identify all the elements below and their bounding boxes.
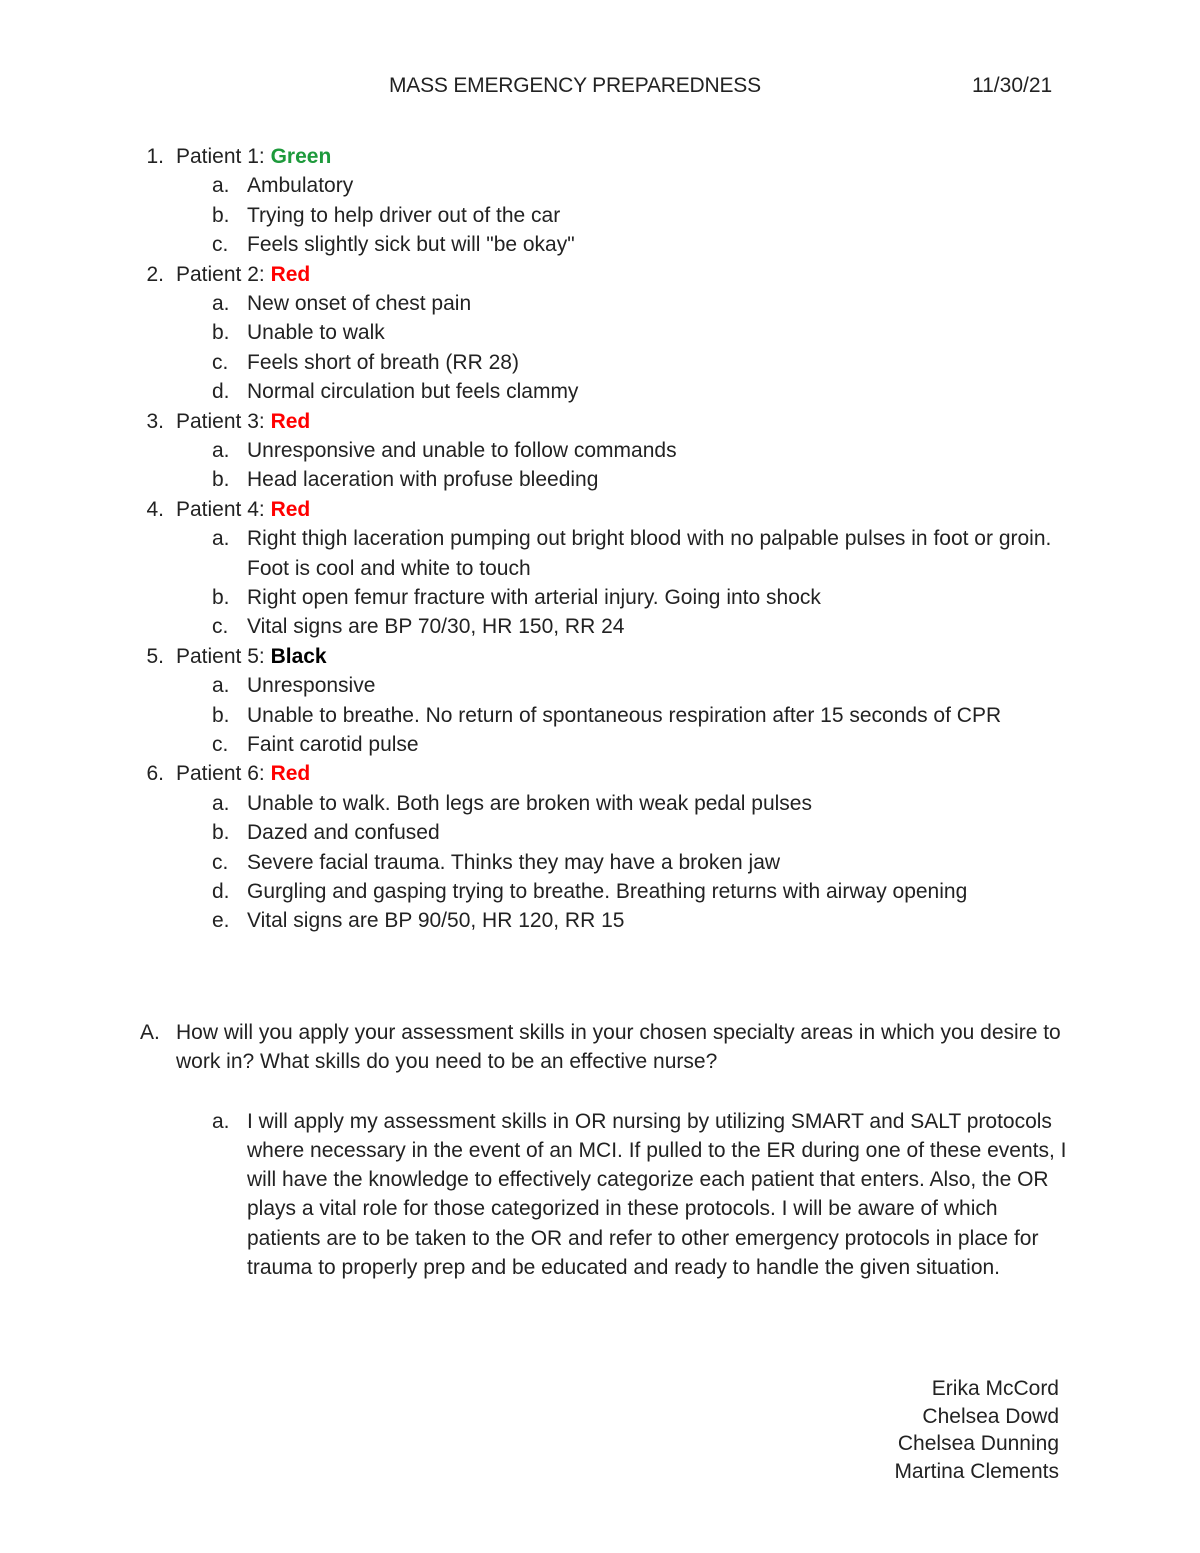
finding-item (140, 789, 1070, 818)
finding-marker: b. (212, 203, 230, 227)
finding-text: Vital signs are BP 90/50, HR 120, RR 15 (247, 909, 625, 933)
finding-item (140, 171, 1070, 200)
finding-marker: b. (212, 468, 230, 492)
finding-text: Unresponsive and unable to follow commands (247, 439, 677, 463)
finding-marker: a. (212, 527, 230, 551)
question-text: How will you apply your assessment skills in your chosen specialty areas in which you desire to work in? What skills do you need to be an effective nurse? (176, 1021, 1061, 1074)
finding-item (140, 671, 1070, 700)
finding-marker: c. (212, 733, 229, 757)
patient-label: Patient 5: (176, 644, 265, 668)
patient-item (140, 142, 1070, 260)
patient-number: 6. (146, 762, 164, 786)
finding-text: Faint carotid pulse (247, 733, 419, 757)
finding-text: New onset of chest pain (247, 292, 472, 315)
finding-item (140, 612, 1070, 641)
finding-item (140, 230, 1070, 259)
patient-number: 1. (146, 145, 164, 168)
finding-item (140, 377, 1070, 406)
finding-item (140, 289, 1070, 318)
finding-marker: a. (212, 174, 230, 198)
finding-marker: a. (212, 791, 230, 815)
finding-text: Dazed and confused (247, 821, 440, 845)
question-section (140, 1018, 1070, 1282)
patient-heading (140, 407, 1070, 436)
finding-item (140, 818, 1070, 847)
patient-heading-text (176, 642, 327, 671)
patient-label: Patient 3: (176, 409, 265, 433)
answer-marker: a. (212, 1109, 230, 1133)
finding-marker: c. (212, 233, 229, 257)
finding-item (140, 318, 1070, 347)
finding-item (140, 848, 1070, 877)
patient-heading (140, 260, 1070, 289)
finding-item (140, 877, 1070, 906)
triage-category: Black (270, 644, 327, 668)
finding-text: Right open femur fracture with arterial injury. Going into shock (247, 586, 821, 610)
patient-heading-text (176, 495, 310, 524)
patient-item (140, 495, 1070, 642)
finding-item (140, 201, 1070, 230)
question-marker: A. (140, 1021, 160, 1044)
patient-number: 3. (146, 409, 164, 433)
triage-category: Green (270, 145, 332, 168)
finding-marker: a. (212, 439, 230, 463)
finding-marker: c. (212, 615, 229, 639)
finding-item (140, 524, 1070, 583)
author-name: Chelsea Dunning (897, 1432, 1059, 1455)
finding-marker: d. (212, 380, 230, 404)
patient-heading (140, 642, 1070, 671)
finding-text: Right thigh laceration pumping out bright blood with no palpable pulses in foot or groin. Foot is cool and white to touch (247, 527, 1052, 580)
finding-list (140, 524, 1070, 642)
patient-heading (140, 759, 1070, 788)
finding-item (140, 730, 1070, 759)
patient-item (140, 407, 1070, 495)
patient-heading-text (176, 260, 310, 289)
patient-heading-text (176, 759, 310, 788)
finding-list (140, 789, 1070, 936)
author-name: Martina Clements (894, 1459, 1059, 1483)
triage-category: Red (270, 762, 311, 786)
finding-text: Trying to help driver out of the car (247, 203, 561, 227)
finding-text: Unresponsive (247, 674, 376, 698)
finding-item (140, 465, 1070, 494)
answer-text: I will apply my assessment skills in OR nursing by utilizing SMART and SALT protocols where necessary in the event of an MCI. If pulled to the ER during one of these events, I will have the knowledge to effectively categorize each patient that enters. Also, the OR plays a vital role for those categorized in these protocols. I will be aware of which patients are to be taken to the OR and refer to other emergency protocols in place for trauma to properly prep and be educated and ready to handle the given situation. (247, 1109, 1067, 1279)
triage-category: Red (270, 262, 311, 286)
finding-marker: c. (212, 850, 229, 874)
finding-list (140, 171, 1070, 259)
answer-item (140, 1107, 1070, 1282)
patient-item (140, 260, 1070, 407)
patient-item (140, 642, 1070, 760)
author-name: Erika McCord (931, 1377, 1059, 1400)
finding-text: Severe facial trauma. Thinks they may have a broken jaw (247, 850, 781, 874)
finding-item (140, 583, 1070, 612)
finding-marker: b. (212, 321, 230, 345)
finding-marker: b. (212, 586, 230, 610)
finding-list (140, 436, 1070, 495)
patient-label: Patient 6: (176, 762, 265, 786)
finding-item (140, 906, 1070, 935)
finding-marker: c. (212, 350, 229, 374)
patient-heading (140, 142, 1070, 171)
finding-text: Normal circulation but feels clammy (247, 380, 579, 404)
patient-number: 4. (146, 497, 164, 521)
triage-category: Red (270, 409, 311, 433)
finding-list (140, 289, 1070, 407)
patient-label: Patient 1: (176, 145, 265, 168)
finding-text: Head laceration with profuse bleeding (247, 468, 599, 492)
finding-marker: a. (212, 292, 230, 315)
document-title: MASS EMERGENCY PREPAREDNESS (389, 74, 761, 97)
document-date: 11/30/21 (972, 74, 1053, 97)
finding-text: Unable to walk (247, 321, 385, 345)
finding-text: Ambulatory (247, 174, 354, 198)
finding-text: Gurgling and gasping trying to breathe. Breathing returns with airway opening (247, 880, 968, 904)
author-name: Chelsea Dowd (922, 1404, 1059, 1428)
finding-list (140, 671, 1070, 759)
author-list (894, 1375, 1059, 1485)
finding-marker: b. (212, 703, 230, 727)
patient-label: Patient 4: (176, 497, 265, 521)
finding-marker: b. (212, 821, 230, 845)
finding-text: Feels slightly sick but will "be okay" (247, 233, 575, 257)
finding-text: Vital signs are BP 70/30, HR 150, RR 24 (247, 615, 625, 639)
finding-text: Feels short of breath (RR 28) (247, 350, 519, 374)
finding-text: Unable to walk. Both legs are broken with weak pedal pulses (247, 791, 812, 815)
patient-item (140, 759, 1070, 935)
patient-heading (140, 495, 1070, 524)
patient-heading-text (176, 142, 331, 171)
patient-list (140, 142, 1070, 936)
triage-category: Red (270, 497, 311, 521)
finding-marker: e. (212, 909, 230, 933)
finding-item (140, 701, 1070, 730)
finding-marker: a. (212, 674, 230, 698)
finding-item (140, 436, 1070, 465)
patient-number: 2. (146, 262, 164, 286)
finding-item (140, 348, 1070, 377)
finding-text: Unable to breathe. No return of spontaneous respiration after 15 seconds of CPR (247, 703, 1002, 727)
patient-heading-text (176, 407, 310, 436)
question-item (140, 1018, 1070, 1077)
finding-marker: d. (212, 880, 230, 904)
patient-label: Patient 2: (176, 262, 265, 286)
patient-number: 5. (146, 644, 164, 668)
